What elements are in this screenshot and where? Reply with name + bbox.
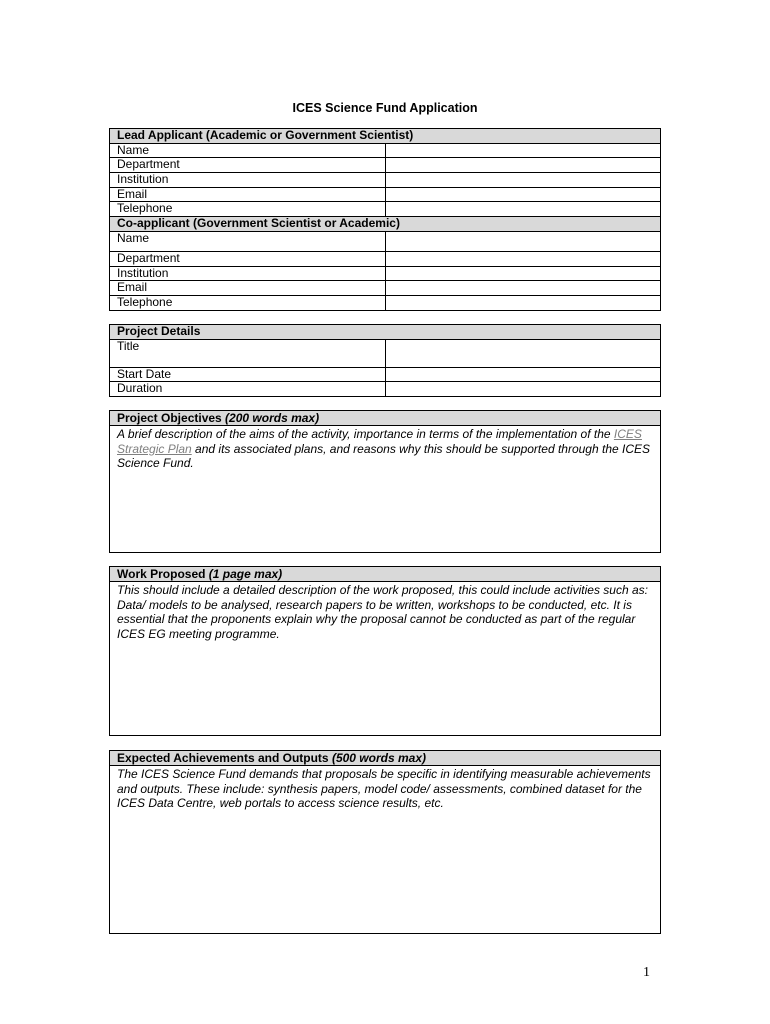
applicant-table — [109, 128, 661, 311]
work-proposed-title: Work Proposed — [117, 567, 209, 581]
project-title-field[interactable] — [385, 339, 661, 367]
project-duration-row — [110, 382, 661, 397]
lead-applicant-header-row — [110, 129, 661, 144]
expected-achievements-instructions: The ICES Science Fund demands that proposals be specific in identifying measurable achievements and outputs. These include: synthesis papers, model code/ assessments, combined dataset for the ICES Data Centre, web portals to access science results, etc. — [117, 767, 651, 810]
project-objectives-instructions — [110, 426, 660, 472]
co-institution-label: Institution — [110, 266, 386, 281]
project-details-table — [109, 324, 661, 397]
co-department-field[interactable] — [385, 251, 661, 266]
project-objectives-title: Project Objectives — [117, 411, 226, 425]
ices-strategic-plan-link[interactable]: ICES Strategic Plan — [117, 427, 642, 456]
co-telephone-row — [110, 295, 661, 310]
co-email-field[interactable] — [385, 281, 661, 296]
project-details-header-row — [110, 325, 661, 340]
lead-email-field[interactable] — [385, 187, 661, 202]
lead-email-row — [110, 187, 661, 202]
project-start-date-row — [110, 367, 661, 382]
work-proposed-limit: (1 page max) — [208, 567, 283, 581]
lead-name-row — [110, 143, 661, 158]
lead-telephone-label: Telephone — [110, 202, 386, 217]
co-name-field[interactable] — [385, 231, 661, 251]
objectives-text-start: A brief description of the aims of the activity, importance in terms of the implementation of the — [117, 427, 614, 441]
project-objectives-header — [110, 411, 660, 426]
lead-institution-row — [110, 173, 661, 188]
lead-telephone-row — [110, 202, 661, 217]
lead-department-label: Department — [110, 158, 386, 173]
project-duration-label: Duration — [110, 382, 386, 397]
lead-name-field[interactable] — [385, 143, 661, 158]
co-department-row — [110, 251, 661, 266]
page-number: 1 — [643, 965, 650, 980]
objectives-text-end: and its associated plans, and reasons why this should be supported through the ICES Science Fund. — [117, 441, 651, 470]
project-objectives-box[interactable] — [109, 410, 661, 553]
co-email-row — [110, 281, 661, 296]
expected-achievements-box[interactable] — [109, 750, 661, 934]
work-proposed-box[interactable] — [109, 566, 661, 736]
co-applicant-header-row — [110, 217, 661, 232]
lead-institution-label: Institution — [110, 173, 386, 188]
project-objectives-limit: (200 words max) — [225, 411, 320, 425]
co-institution-field[interactable] — [385, 266, 661, 281]
expected-achievements-limit: (500 words max) — [331, 751, 426, 765]
co-telephone-label: Telephone — [110, 295, 386, 310]
document-title: ICES Science Fund Application — [292, 101, 478, 115]
co-department-label: Department — [110, 251, 386, 266]
project-title-label: Title — [110, 339, 386, 367]
expected-achievements-title: Expected Achievements and Outputs — [117, 751, 332, 765]
co-email-label: Email — [110, 281, 386, 296]
co-applicant-header: Co-applicant (Government Scientist or Academic) — [110, 217, 661, 232]
co-telephone-field[interactable] — [385, 295, 661, 310]
co-name-row — [110, 231, 661, 251]
expected-achievements-header — [110, 751, 660, 766]
lead-applicant-header: Lead Applicant (Academic or Government Scientist) — [110, 129, 661, 144]
project-details-header: Project Details — [110, 325, 661, 340]
project-title-row — [110, 339, 661, 367]
lead-department-row — [110, 158, 661, 173]
lead-department-field[interactable] — [385, 158, 661, 173]
work-proposed-instructions: This should include a detailed description of the work proposed, this could include activities such as: Data/ models to be analysed, research papers to be written, workshops to be conducted, etc. It is essential that the proponents explain why the proposal cannot be conducted as part of the regular ICES EG meeting programme. — [117, 583, 648, 641]
co-institution-row — [110, 266, 661, 281]
work-proposed-header — [110, 567, 660, 582]
project-start-date-label: Start Date — [110, 367, 386, 382]
co-name-label: Name — [110, 231, 386, 251]
project-duration-field[interactable] — [385, 382, 661, 397]
lead-email-label: Email — [110, 187, 386, 202]
lead-name-label: Name — [110, 143, 386, 158]
project-start-date-field[interactable] — [385, 367, 661, 382]
lead-telephone-field[interactable] — [385, 202, 661, 217]
lead-institution-field[interactable] — [385, 173, 661, 188]
